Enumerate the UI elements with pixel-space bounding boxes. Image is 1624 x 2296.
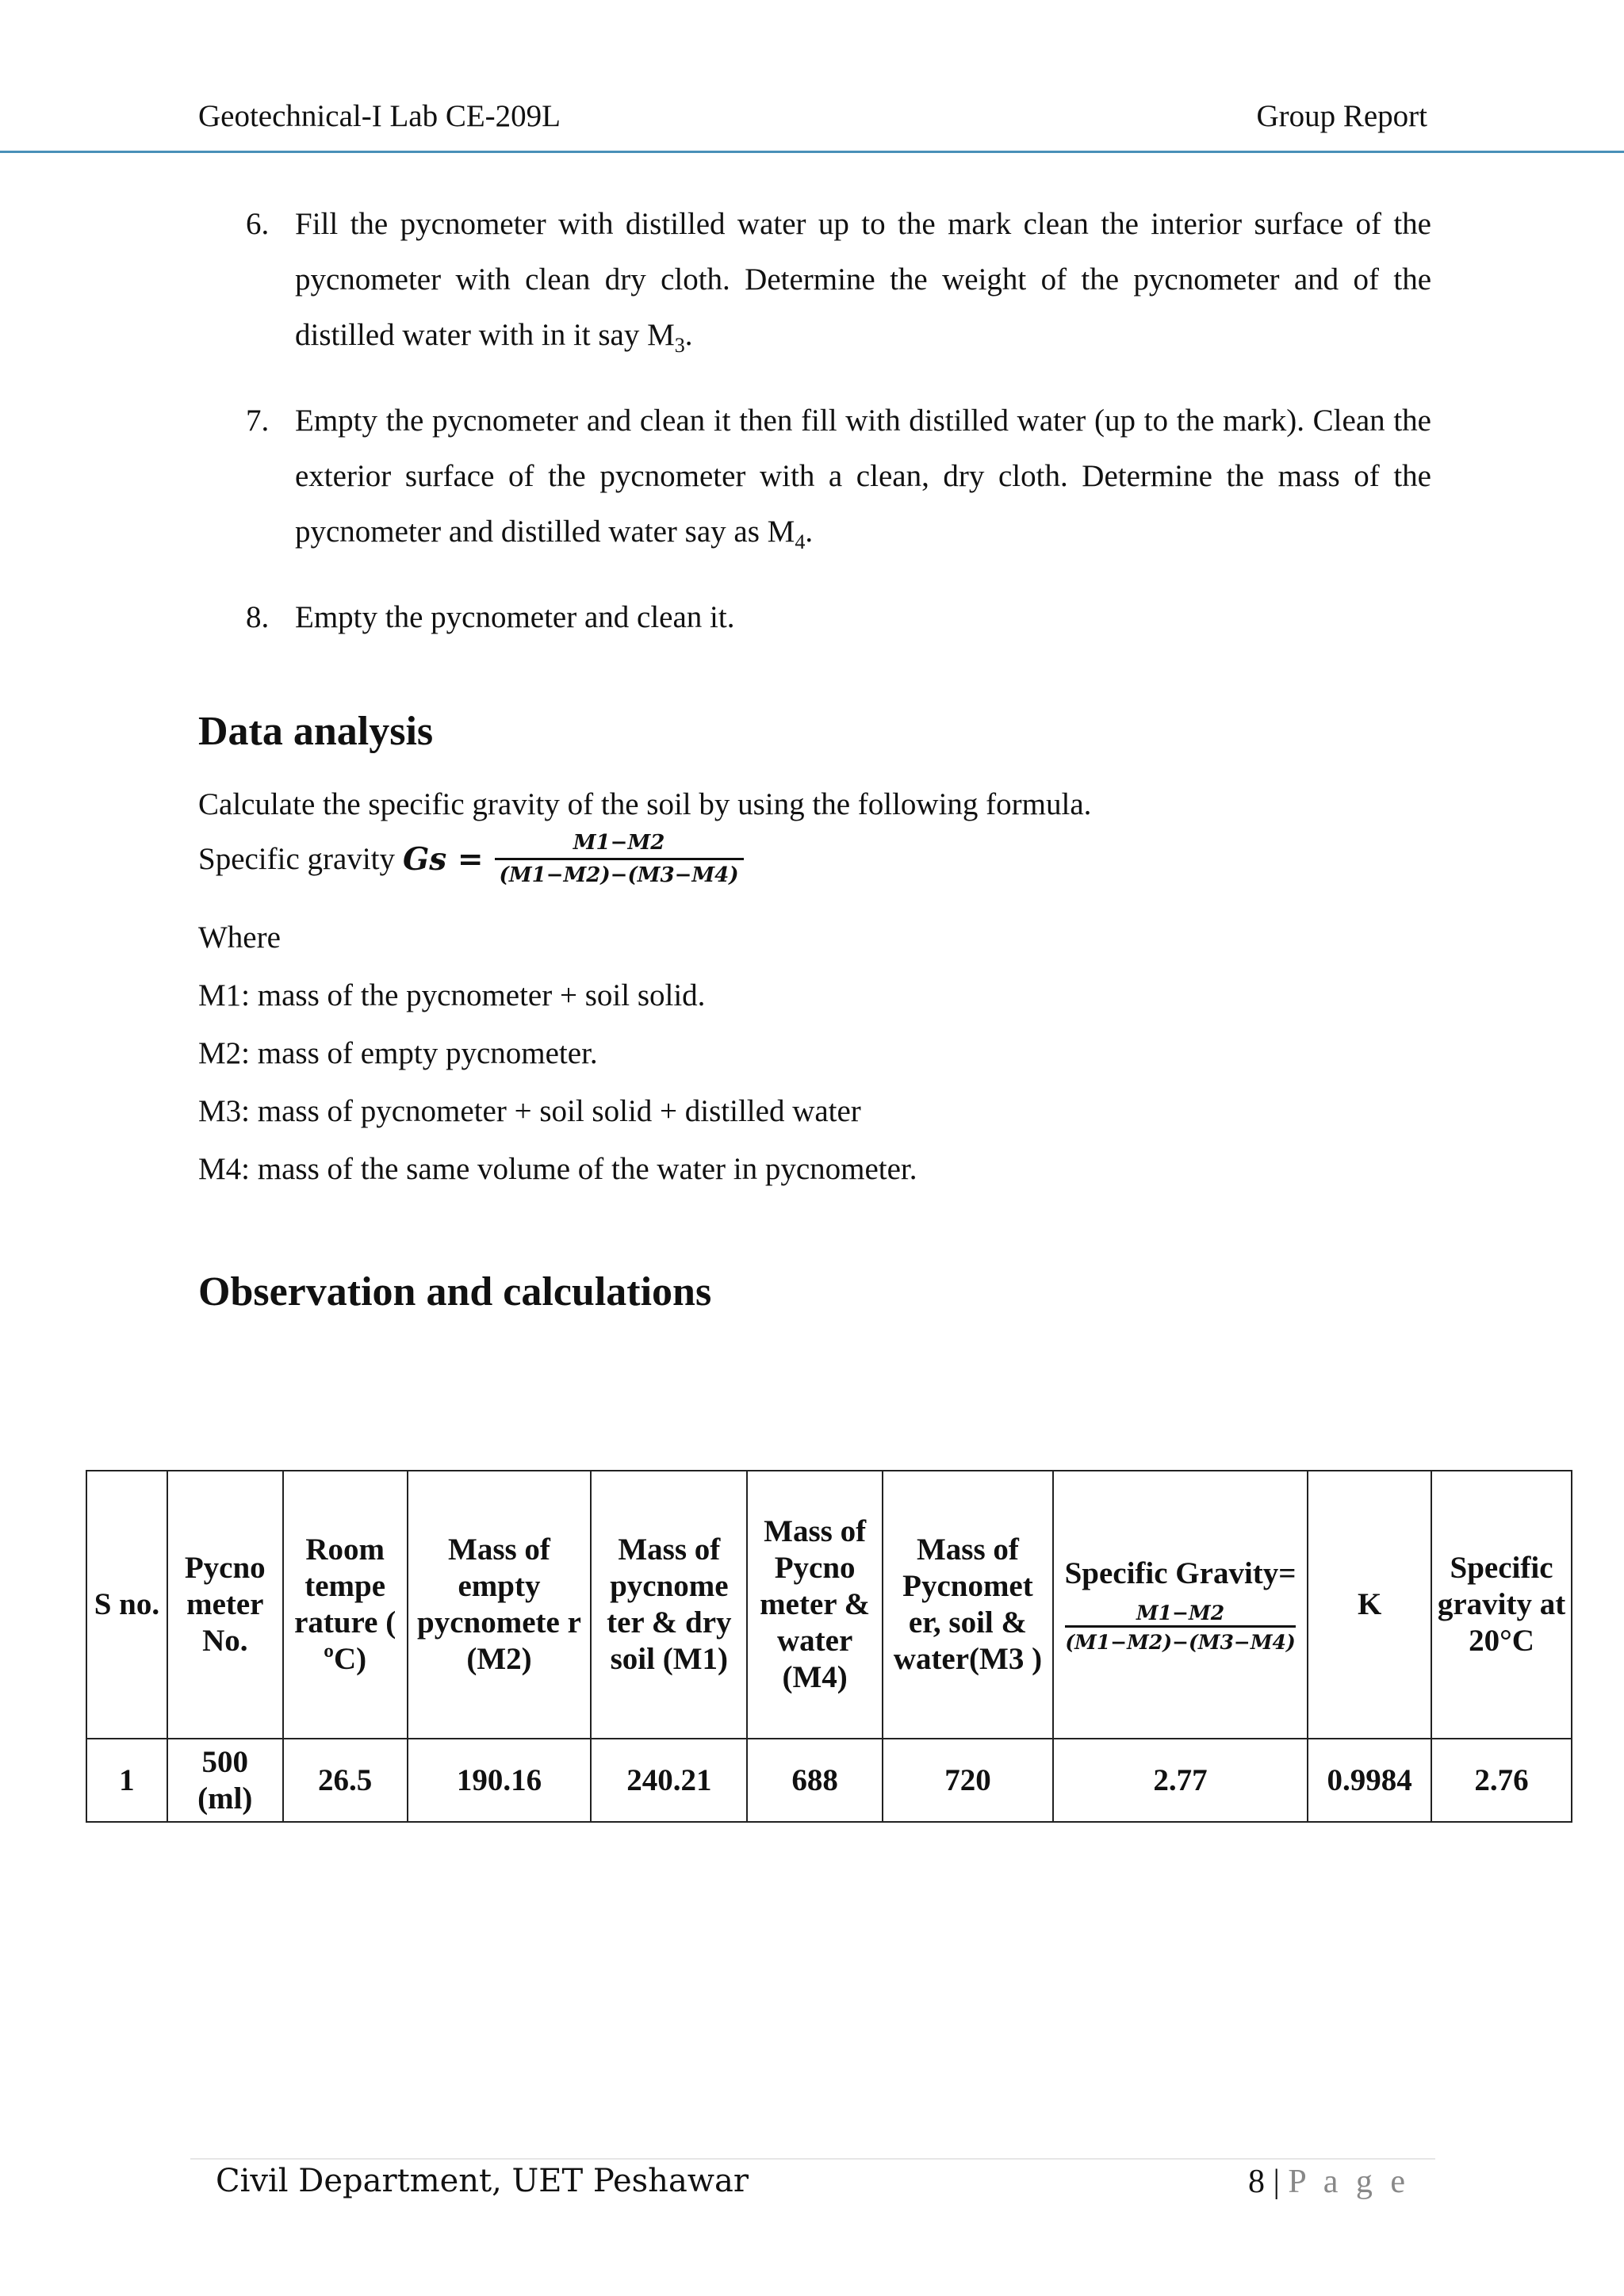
column-header: Specific gravity at 20°C <box>1431 1471 1572 1739</box>
header-divider <box>0 151 1624 153</box>
footer-divider <box>190 2158 1435 2160</box>
formula-fraction <box>495 831 744 887</box>
formula-numerator: M1−M2 <box>573 831 665 855</box>
header-formula-numerator: M1−M2 <box>1136 1601 1225 1624</box>
procedure-step <box>198 393 1431 570</box>
table-cell: 26.5 <box>283 1739 408 1822</box>
column-header: Mass of empty pycnomete r (M2) <box>408 1471 592 1739</box>
header-formula-denominator: (M1−M2)−(M3−M4) <box>1065 1625 1295 1655</box>
formula-symbol: Gs = <box>403 840 484 878</box>
definition-m1: M1: mass of the pycnometer + soil solid. <box>198 978 706 1012</box>
table-cell: 500 (ml) <box>167 1739 283 1822</box>
procedure-step <box>198 197 1431 373</box>
footer-department: Civil Department, UET Peshawar <box>216 2163 749 2199</box>
column-header: Mass of Pycnomet er, soil & water(M3 ) <box>883 1471 1053 1739</box>
formula-denominator: (M1−M2)−(M3−M4) <box>495 858 744 887</box>
column-header: Room tempe rature ( ºC) <box>283 1471 408 1739</box>
observation-heading: Observation and calculations <box>198 1269 712 1314</box>
column-header-label: Specific Gravity= <box>1064 1556 1297 1590</box>
step-end: . <box>684 318 693 352</box>
column-header: S no. <box>86 1471 167 1739</box>
step-subscript: 3 <box>674 333 685 357</box>
formula-label: Specific gravity <box>198 842 395 876</box>
table-cell: 2.77 <box>1053 1739 1308 1822</box>
table-cell: 240.21 <box>591 1739 747 1822</box>
page-number: 8 <box>1247 2164 1265 2200</box>
procedure-step <box>198 590 1431 645</box>
step-text: Fill the pycnometer with distilled water up to the mark clean the interior surface of the pycnometer with clean dry cloth. Determine the weight of the pycnometer and of the distilled water with in it say M <box>295 207 1431 352</box>
definition-m4: M4: mass of the same volume of the water in pycnometer. <box>198 1152 917 1186</box>
header-report-type: Group Report <box>1256 99 1427 133</box>
column-header-specific-gravity <box>1053 1471 1308 1739</box>
procedure-steps <box>198 197 1431 665</box>
page-separator: | <box>1273 2164 1280 2200</box>
table-cell: 2.76 <box>1431 1739 1572 1822</box>
column-header: K <box>1308 1471 1431 1739</box>
table-cell: 720 <box>883 1739 1053 1822</box>
step-number: 6. <box>246 207 270 241</box>
table-header-row <box>86 1471 1572 1739</box>
footer-page-number <box>1248 2163 1410 2201</box>
definition-m3: M3: mass of pycnometer + soil solid + distilled water <box>198 1094 861 1128</box>
table-cell: 0.9984 <box>1308 1739 1431 1822</box>
page-word: P a g e <box>1288 2164 1410 2200</box>
table-row <box>86 1739 1572 1822</box>
column-header: Mass of Pycno meter & water (M4) <box>747 1471 883 1739</box>
step-number: 8. <box>246 599 270 634</box>
table-cell: 688 <box>747 1739 883 1822</box>
column-header: Pycno meter No. <box>167 1471 283 1739</box>
where-label: Where <box>198 920 281 955</box>
table-cell: 190.16 <box>408 1739 592 1822</box>
step-number: 7. <box>246 403 270 438</box>
table-cell: 1 <box>86 1739 167 1822</box>
step-end: . <box>805 514 814 549</box>
observation-table <box>86 1470 1572 1823</box>
definition-m2: M2: mass of empty pycnometer. <box>198 1036 598 1070</box>
header-course-title: Geotechnical-I Lab CE-209L <box>198 99 561 133</box>
header-formula-fraction <box>1065 1601 1295 1655</box>
data-analysis-intro: Calculate the specific gravity of the soil by using the following formula. <box>198 787 1092 821</box>
data-analysis-heading: Data analysis <box>198 709 434 754</box>
step-text: Empty the pycnometer and clean it then fill with distilled water (up to the mark). Clean the exterior surface of the pycnometer with a clean, dry cloth. Determine the mass of the pycnometer and distilled water say as M <box>295 403 1431 549</box>
step-text: Empty the pycnometer and clean it. <box>295 599 735 634</box>
column-header: Mass of pycnome ter & dry soil (M1) <box>591 1471 747 1739</box>
step-subscript: 4 <box>795 530 806 553</box>
specific-gravity-formula <box>198 831 744 887</box>
